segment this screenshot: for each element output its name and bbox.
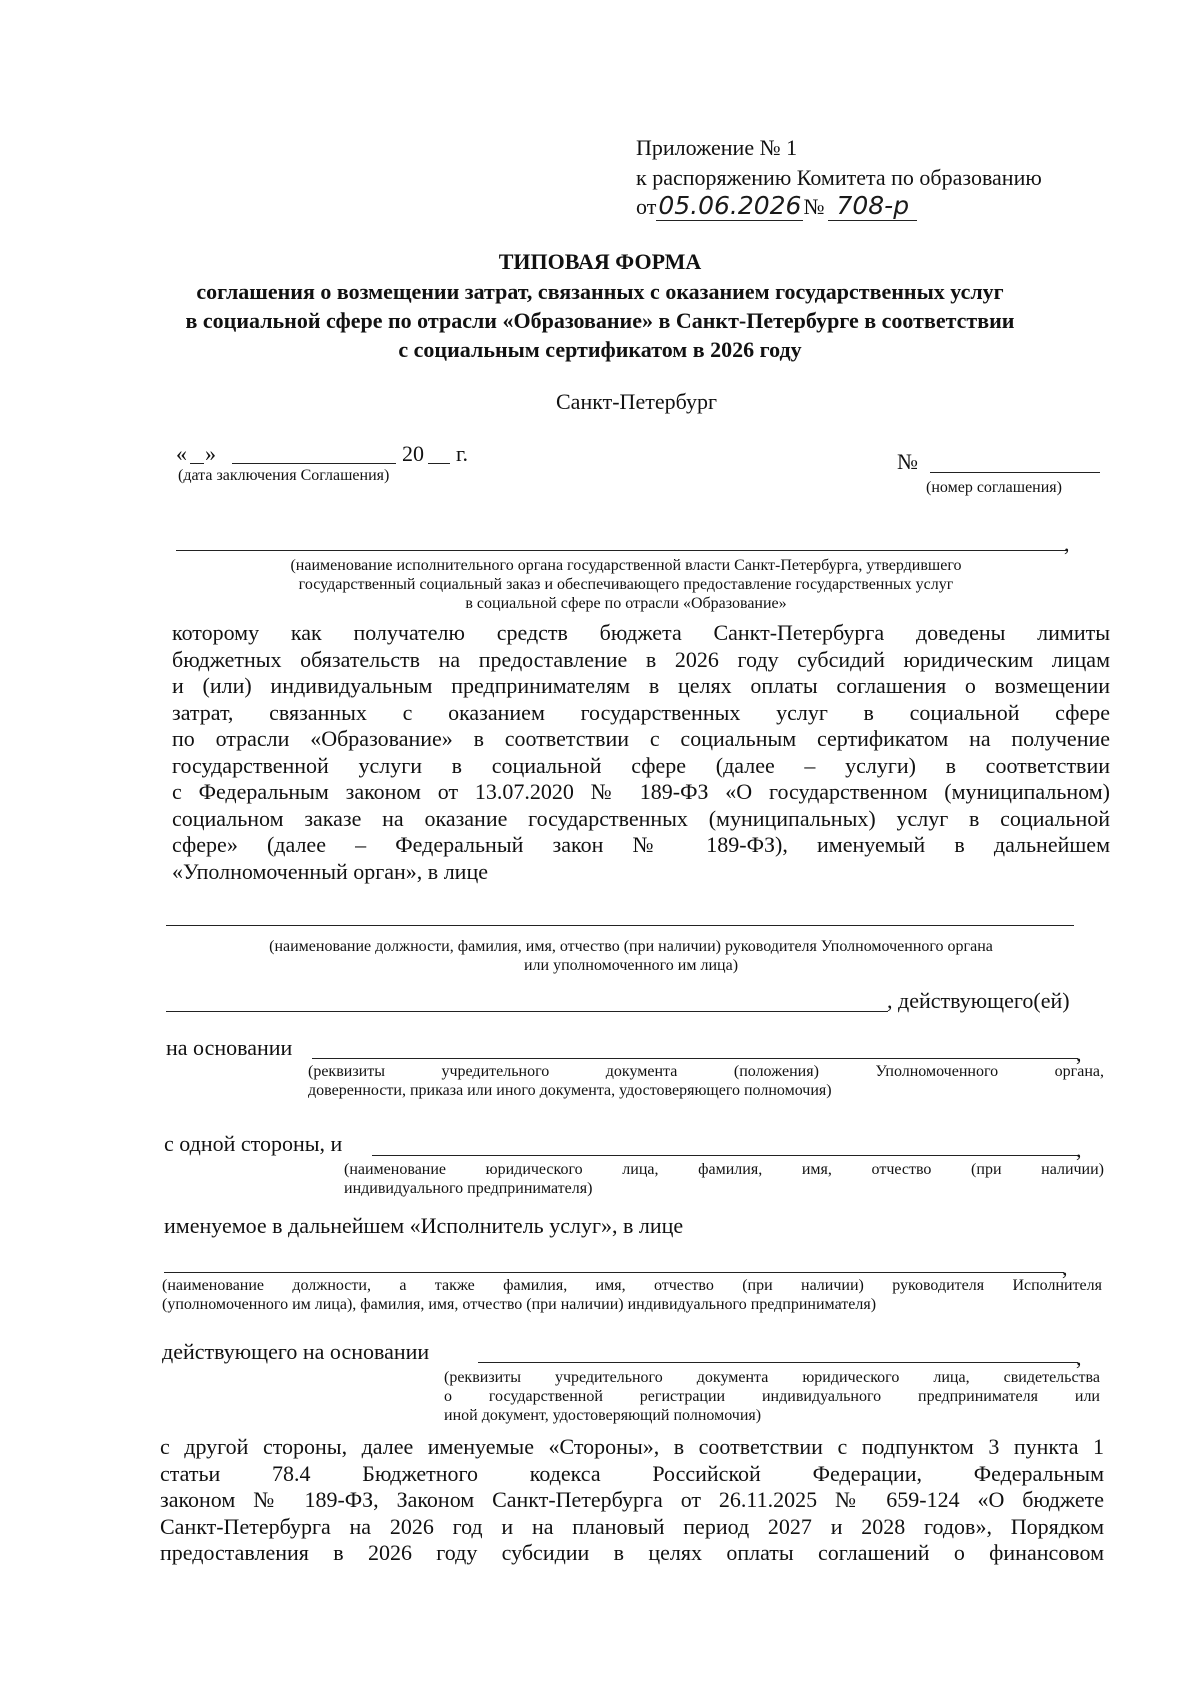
agreement-number-blank — [930, 472, 1100, 473]
date-quote-close: » — [205, 441, 216, 466]
paragraph-line: с Федеральным законом от 13.07.2020 № 189-ФЗ «О государственном (муниципальном) — [172, 779, 1110, 804]
year-prefix: 20 — [402, 441, 424, 466]
year-blank — [428, 463, 450, 464]
paragraph-line: с другой стороны, далее именуемые «Стороны», в соответствии с подпунктом 3 пункта 1 — [160, 1434, 1104, 1459]
date-quote-open: « — [176, 441, 187, 466]
acting-text: , действующего(ей) — [887, 988, 1070, 1013]
from-prefix: от — [636, 194, 657, 219]
paragraph-2 — [160, 1434, 1104, 1567]
paragraph-line: Санкт-Петербурга на 2026 год и на плановый период 2027 и 2028 годов», Порядком — [160, 1513, 1104, 1539]
agreement-number-caption: (номер соглашения) — [926, 479, 1062, 496]
paragraph-line: по отрасли «Образование» в соответствии с социальным сертификатом на получение — [172, 726, 1110, 751]
basis-caption-line-1: (реквизиты учредительного документа (положения) Уполномоченного органа, — [308, 1063, 1104, 1080]
paragraph-line: статьи 78.4 Бюджетного кодекса Российской Федерации, Федеральным — [160, 1460, 1104, 1486]
date-caption: (дата заключения Соглашения) — [178, 467, 390, 484]
official-caption-line-2: или уполномоченного им лица) — [523, 957, 739, 974]
acting-basis-blank — [478, 1362, 1078, 1363]
paragraph-line: которому как получателю средств бюджета Санкт-Петербурга доведены лимиты — [172, 620, 1110, 645]
number-sign: № — [803, 194, 825, 219]
one-side-caption — [344, 1160, 1104, 1198]
paragraph-line: «Уполномоченный орган», в лице — [172, 858, 488, 884]
authority-caption-line-1: (наименование исполнительного органа государственной власти Санкт-Петербурга, утвердившего — [290, 557, 962, 574]
executor-caption-line-1: (наименование должности, а также фамилия, имя, отчество (при наличии) руководителя Исполнителя — [162, 1277, 1102, 1294]
agreement-number-sign: № — [897, 449, 918, 474]
authority-caption-line-2: государственный социальный заказ и обеспечивающего предоставление государственных услуг — [298, 576, 954, 593]
appendix-label: Приложение № 1 — [636, 135, 798, 160]
form-title: ТИПОВАЯ ФОРМА — [498, 249, 702, 274]
comma: , — [1076, 1041, 1082, 1066]
authority-caption-line-3: в социальной сфере по отрасли «Образование» — [465, 595, 787, 612]
acting-basis-label: действующего на основании — [162, 1339, 430, 1364]
title-line-1: соглашения о возмещении затрат, связанных с оказанием государственных услуг — [196, 279, 1004, 304]
official-name-blank — [166, 925, 1074, 926]
paragraph-line: предоставления в 2026 году субсидии в целях оплаты соглашений о финансовом — [160, 1540, 1104, 1565]
paragraph-1 — [172, 620, 1110, 885]
authority-caption — [176, 556, 1076, 613]
authority-name-blank — [176, 550, 1066, 551]
comma: , — [1076, 1345, 1082, 1370]
basis-blank — [312, 1058, 1078, 1059]
acting-basis-caption-line-2: о государственной регистрации индивидуального предпринимателя или — [444, 1388, 1100, 1405]
official-caption-line-1: (наименование должности, фамилия, имя, отчество (при наличии) руководителя Уполномоченного органа — [269, 938, 993, 955]
basis-label: на основании — [166, 1035, 293, 1060]
one-side-caption-line-2: индивидуального предпринимателя) — [344, 1180, 593, 1197]
one-side-caption-line-1: (наименование юридического лица, фамилия, имя, отчество (при наличии) — [344, 1161, 1104, 1178]
title-line-2: в социальной сфере по отрасли «Образование» в Санкт-Петербурге в соответствии — [185, 308, 1015, 333]
handwritten-number: 708-р — [828, 191, 917, 221]
executor-caption-line-2: (уполномоченного им лица), фамилия, имя, отчество (при наличии) индивидуального предпринимателя) — [162, 1296, 877, 1313]
city: Санкт-Петербург — [556, 389, 717, 414]
day-blank — [190, 463, 204, 464]
title-line-3: с социальным сертификатом в 2026 году — [398, 337, 802, 362]
acting-basis-caption-line-3: иной документ, удостоверяющий полномочия) — [444, 1407, 762, 1424]
basis-caption — [308, 1062, 1104, 1100]
executor-text: именуемое в дальнейшем «Исполнитель услуг», в лице — [164, 1213, 684, 1238]
paragraph-line: и (или) индивидуальным предпринимателям в целях оплаты соглашения о возмещении — [172, 673, 1110, 698]
order-date-line — [636, 192, 917, 221]
paragraph-line: бюджетных обязательств на предоставление в 2026 году субсидий юридическим лицам — [172, 646, 1110, 672]
executor-official-blank — [164, 1272, 1064, 1273]
comma: , — [1062, 1255, 1068, 1280]
comma: , — [1064, 531, 1070, 556]
executor-name-blank — [372, 1155, 1078, 1156]
official-caption — [166, 937, 1096, 975]
paragraph-line: сфере» (далее – Федеральный закон № 189-ФЗ), именуемый в дальнейшем — [172, 832, 1110, 857]
order-reference: к распоряжению Комитета по образованию — [636, 165, 1042, 190]
handwritten-date: 05.06.2026 — [658, 191, 802, 220]
basis-caption-line-2: доверенности, приказа или иного документа, удостоверяющего полномочия) — [308, 1082, 832, 1099]
paragraph-line: государственной услуги в социальной сфере (далее – услуги) в соответствии — [172, 752, 1110, 778]
year-suffix: г. — [456, 441, 469, 466]
one-side-label: с одной стороны, и — [164, 1131, 343, 1156]
month-blank — [232, 463, 396, 464]
comma: , — [1076, 1137, 1082, 1162]
acting-basis-caption — [444, 1368, 1100, 1425]
executor-caption — [162, 1276, 1102, 1314]
official-name-blank-2 — [166, 1011, 888, 1012]
paragraph-line: затрат, связанных с оказанием государственных услуг в социальной сфере — [172, 699, 1110, 725]
acting-basis-caption-line-1: (реквизиты учредительного документа юридического лица, свидетельства — [444, 1369, 1100, 1386]
paragraph-line: социальном заказе на оказание государственных (муниципальных) услуг в социальной — [172, 805, 1110, 831]
paragraph-line: законом № 189-ФЗ, Законом Санкт-Петербурга от 26.11.2025 № 659-124 «О бюджете — [160, 1487, 1104, 1512]
